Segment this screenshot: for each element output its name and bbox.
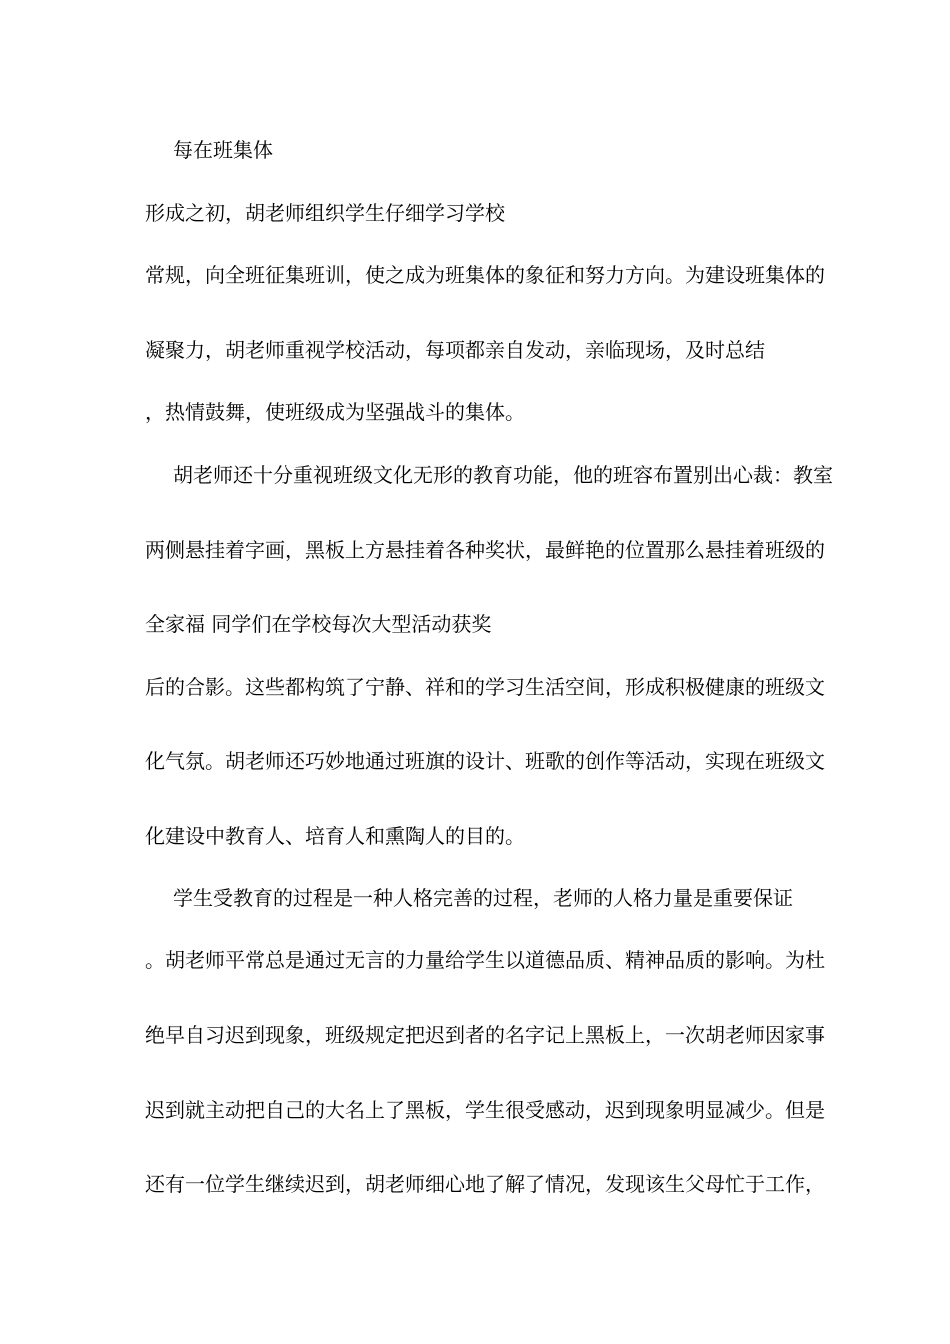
paragraph-line: 迟到就主动把自己的大名上了黑板，学生很受感动，迟到现象明显减少。但是 <box>145 1098 825 1122</box>
paragraph-line: 凝聚力，胡老师重视学校活动，每项都亲自发动，亲临现场，及时总结 <box>145 338 765 362</box>
paragraph-line: 学生受教育的过程是一种人格完善的过程，老师的人格力量是重要保证 <box>173 886 793 910</box>
paragraph-line: 绝早自习迟到现象，班级规定把迟到者的名字记上黑板上，一次胡老师因家事 <box>145 1023 825 1047</box>
paragraph-line: 。胡老师平常总是通过无言的力量给学生以道德品质、精神品质的影响。为杜 <box>145 948 825 972</box>
paragraph-line: 后的合影。这些都构筑了宁静、祥和的学习生活空间，形成积极健康的班级文 <box>145 675 825 699</box>
paragraph-line: 化建设中教育人、培育人和熏陶人的目的。 <box>145 824 525 848</box>
paragraph-line: 两侧悬挂着字画，黑板上方悬挂着各种奖状，最鲜艳的位置那么悬挂着班级的 <box>145 538 825 562</box>
paragraph-line: 每在班集体 <box>173 138 273 162</box>
paragraph-line: 全家福 同学们在学校每次大型活动获奖 <box>145 612 492 636</box>
paragraph-line: ，热情鼓舞，使班级成为坚强战斗的集体。 <box>145 400 525 424</box>
paragraph-line: 形成之初，胡老师组织学生仔细学习学校 <box>145 201 505 225</box>
paragraph-line: 化气氛。胡老师还巧妙地通过班旗的设计、班歌的创作等活动，实现在班级文 <box>145 749 825 773</box>
paragraph-line: 常规，向全班征集班训，使之成为班集体的象征和努力方向。为建设班集体的 <box>145 263 825 287</box>
paragraph-line: 胡老师还十分重视班级文化无形的教育功能，他的班容布置别出心裁：教室 <box>173 463 833 487</box>
paragraph-line: 还有一位学生继续迟到，胡老师细心地了解了情况，发现该生父母忙于工作， <box>145 1172 825 1196</box>
